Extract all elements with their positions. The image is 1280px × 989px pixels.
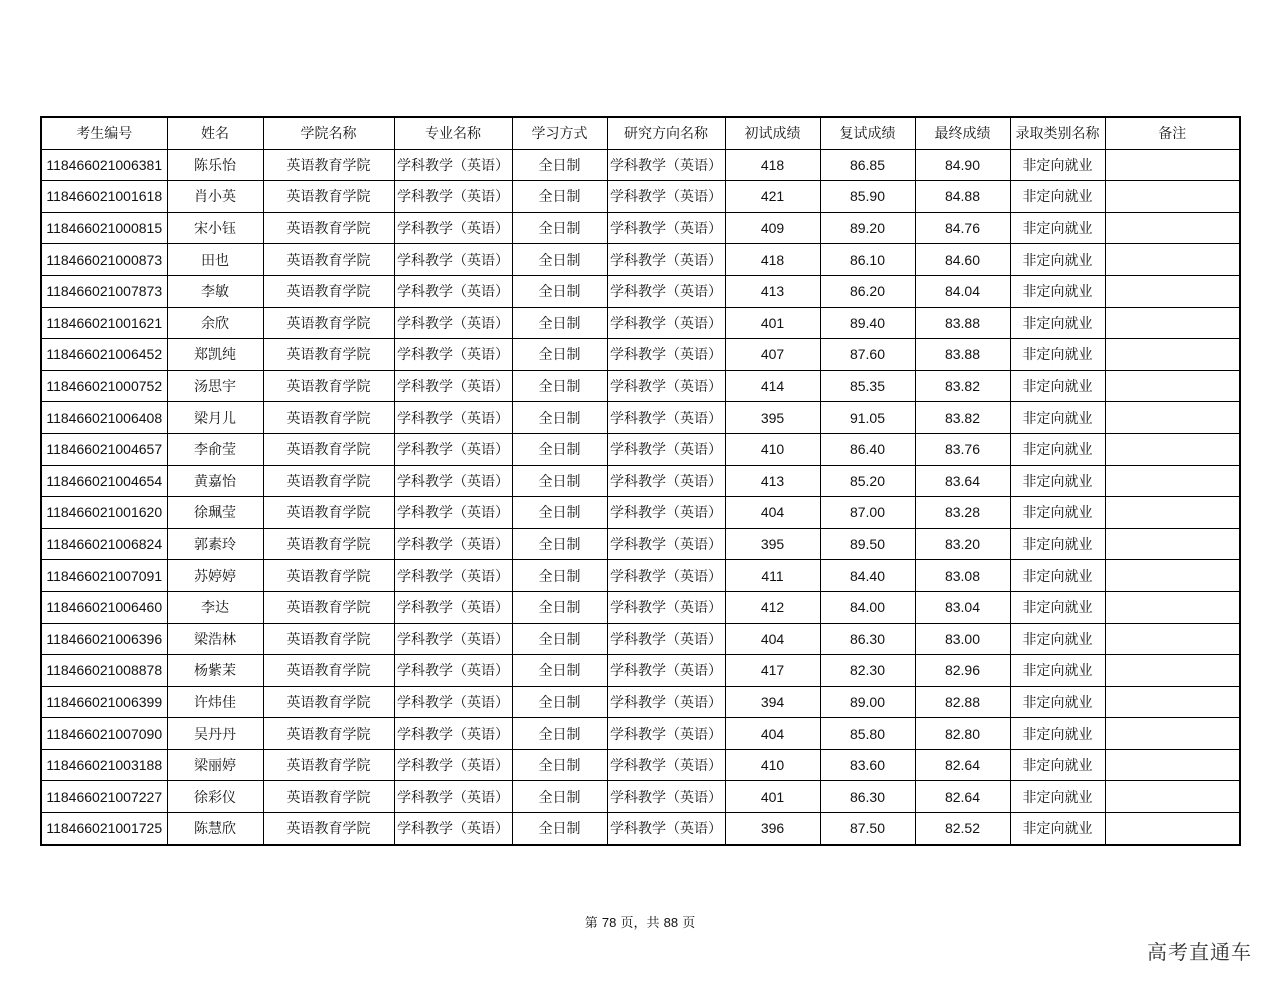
table-cell: 118466021001725 (41, 813, 167, 845)
table-cell: 汤思宇 (167, 370, 263, 402)
table-row (41, 244, 1240, 276)
table-cell: 非定向就业 (1010, 370, 1105, 402)
table-cell: 82.96 (915, 655, 1010, 687)
table-cell: 全日制 (512, 212, 607, 244)
table-cell (1105, 465, 1240, 497)
table-cell: 89.40 (820, 307, 915, 339)
table-cell: 学科教学（英语） (394, 749, 512, 781)
table-row (41, 275, 1240, 307)
table-row (41, 433, 1240, 465)
table-cell (1105, 244, 1240, 276)
table-cell: 学科教学（英语） (394, 370, 512, 402)
table-cell: 82.64 (915, 749, 1010, 781)
table-header-row (41, 117, 1240, 149)
table-cell (1105, 307, 1240, 339)
table-cell (1105, 718, 1240, 750)
table-cell: 118466021006452 (41, 339, 167, 371)
table-row (41, 212, 1240, 244)
column-header: 复试成绩 (820, 117, 915, 149)
table-cell (1105, 497, 1240, 529)
table-cell: 学科教学（英语） (394, 181, 512, 213)
table-cell: 83.60 (820, 749, 915, 781)
table-cell: 学科教学（英语） (394, 212, 512, 244)
table-cell: 86.30 (820, 781, 915, 813)
table-cell: 学科教学（英语） (607, 244, 725, 276)
column-header: 备注 (1105, 117, 1240, 149)
table-cell: 英语教育学院 (263, 686, 394, 718)
table-cell: 411 (725, 560, 820, 592)
table-cell: 学科教学（英语） (394, 528, 512, 560)
table-cell: 84.90 (915, 149, 1010, 181)
table-cell: 李俞莹 (167, 433, 263, 465)
table-cell: 吴丹丹 (167, 718, 263, 750)
column-header: 考生编号 (41, 117, 167, 149)
table-cell: 非定向就业 (1010, 275, 1105, 307)
table-cell: 非定向就业 (1010, 402, 1105, 434)
footer-suffix: 页 (682, 916, 696, 931)
table-cell: 非定向就业 (1010, 465, 1105, 497)
table-cell: 许炜佳 (167, 686, 263, 718)
table-cell: 余欣 (167, 307, 263, 339)
table-cell (1105, 686, 1240, 718)
table-row (41, 339, 1240, 371)
page-footer (0, 912, 1280, 931)
table-row (41, 718, 1240, 750)
table-cell: 英语教育学院 (263, 497, 394, 529)
table-cell (1105, 339, 1240, 371)
table-cell: 学科教学（英语） (607, 465, 725, 497)
table-cell: 学科教学（英语） (394, 339, 512, 371)
table-cell: 83.88 (915, 339, 1010, 371)
table-cell: 英语教育学院 (263, 149, 394, 181)
table-cell: 学科教学（英语） (394, 244, 512, 276)
table-cell: 118466021001620 (41, 497, 167, 529)
table-cell: 395 (725, 528, 820, 560)
table-cell: 89.50 (820, 528, 915, 560)
table-cell: 394 (725, 686, 820, 718)
watermark-text: 高考直通车 (1147, 940, 1252, 964)
table-cell: 84.40 (820, 560, 915, 592)
table-cell: 91.05 (820, 402, 915, 434)
table-cell: 学科教学（英语） (607, 275, 725, 307)
current-page-number: 78 (601, 915, 617, 930)
table-row (41, 149, 1240, 181)
table-cell (1105, 370, 1240, 402)
table-row (41, 655, 1240, 687)
table-cell: 全日制 (512, 749, 607, 781)
table-cell: 82.52 (915, 813, 1010, 845)
table-cell: 学科教学（英语） (394, 718, 512, 750)
column-header: 研究方向名称 (607, 117, 725, 149)
table-cell: 非定向就业 (1010, 591, 1105, 623)
table-body (41, 149, 1240, 845)
admission-table (40, 116, 1241, 846)
table-cell: 学科教学（英语） (394, 433, 512, 465)
column-header: 学习方式 (512, 117, 607, 149)
table-cell: 非定向就业 (1010, 307, 1105, 339)
table-cell: 84.60 (915, 244, 1010, 276)
table-cell: 学科教学（英语） (607, 433, 725, 465)
table-cell: 413 (725, 275, 820, 307)
table-row (41, 591, 1240, 623)
table-cell: 非定向就业 (1010, 560, 1105, 592)
table-cell (1105, 749, 1240, 781)
table-cell: 黄嘉怡 (167, 465, 263, 497)
table-cell: 英语教育学院 (263, 813, 394, 845)
table-cell: 学科教学（英语） (394, 655, 512, 687)
table-cell: 118466021006399 (41, 686, 167, 718)
table-row (41, 528, 1240, 560)
table-cell: 非定向就业 (1010, 181, 1105, 213)
table-cell: 83.88 (915, 307, 1010, 339)
table-cell: 学科教学（英语） (607, 212, 725, 244)
table-cell: 学科教学（英语） (394, 149, 512, 181)
table-cell: 118466021006824 (41, 528, 167, 560)
table-cell: 85.90 (820, 181, 915, 213)
table-cell: 417 (725, 655, 820, 687)
table-cell: 全日制 (512, 623, 607, 655)
table-cell: 118466021007090 (41, 718, 167, 750)
table-cell: 421 (725, 181, 820, 213)
table-row (41, 370, 1240, 402)
table-cell: 非定向就业 (1010, 149, 1105, 181)
table-cell: 全日制 (512, 465, 607, 497)
table-cell: 梁丽婷 (167, 749, 263, 781)
table-cell: 87.50 (820, 813, 915, 845)
table-cell: 陈乐怡 (167, 149, 263, 181)
table-cell: 宋小钰 (167, 212, 263, 244)
table-cell: 学科教学（英语） (394, 307, 512, 339)
table-cell (1105, 181, 1240, 213)
table-cell: 412 (725, 591, 820, 623)
table-cell: 梁浩林 (167, 623, 263, 655)
table-cell: 396 (725, 813, 820, 845)
table-cell: 86.30 (820, 623, 915, 655)
table-row (41, 813, 1240, 845)
table-cell: 非定向就业 (1010, 655, 1105, 687)
table-cell: 学科教学（英语） (607, 339, 725, 371)
table-cell: 徐珮莹 (167, 497, 263, 529)
table-cell: 梁月儿 (167, 402, 263, 434)
table-cell: 全日制 (512, 339, 607, 371)
table-cell: 118466021007091 (41, 560, 167, 592)
table-cell (1105, 149, 1240, 181)
table-cell: 82.64 (915, 781, 1010, 813)
table-cell: 非定向就业 (1010, 212, 1105, 244)
table-cell: 英语教育学院 (263, 465, 394, 497)
table-cell: 85.80 (820, 718, 915, 750)
table-cell: 苏婷婷 (167, 560, 263, 592)
table-cell: 118466021000815 (41, 212, 167, 244)
table-cell: 83.28 (915, 497, 1010, 529)
table-cell: 83.82 (915, 370, 1010, 402)
table-cell: 全日制 (512, 781, 607, 813)
table-row (41, 686, 1240, 718)
table-cell: 英语教育学院 (263, 781, 394, 813)
table-cell: 全日制 (512, 275, 607, 307)
table-cell: 英语教育学院 (263, 718, 394, 750)
column-header: 录取类别名称 (1010, 117, 1105, 149)
table-cell: 83.08 (915, 560, 1010, 592)
table-cell: 118466021006460 (41, 591, 167, 623)
table-cell: 非定向就业 (1010, 497, 1105, 529)
table-cell: 118466021007227 (41, 781, 167, 813)
table-cell: 418 (725, 149, 820, 181)
table-cell: 86.85 (820, 149, 915, 181)
table-cell: 85.20 (820, 465, 915, 497)
table-cell: 李达 (167, 591, 263, 623)
table-cell: 肖小英 (167, 181, 263, 213)
table-cell: 全日制 (512, 718, 607, 750)
table-cell: 学科教学（英语） (394, 560, 512, 592)
table-row (41, 749, 1240, 781)
table-row (41, 781, 1240, 813)
column-header: 学院名称 (263, 117, 394, 149)
table-cell: 84.00 (820, 591, 915, 623)
table-cell: 118466021004657 (41, 433, 167, 465)
table-cell: 郭素玲 (167, 528, 263, 560)
table-cell: 83.04 (915, 591, 1010, 623)
table-row (41, 623, 1240, 655)
table-cell: 84.04 (915, 275, 1010, 307)
table-cell: 全日制 (512, 591, 607, 623)
table-cell: 非定向就业 (1010, 749, 1105, 781)
table-cell: 英语教育学院 (263, 623, 394, 655)
table-cell: 401 (725, 781, 820, 813)
table-cell: 82.88 (915, 686, 1010, 718)
table-cell: 全日制 (512, 655, 607, 687)
table-cell: 学科教学（英语） (607, 307, 725, 339)
table-cell: 118466021007873 (41, 275, 167, 307)
table-cell: 英语教育学院 (263, 749, 394, 781)
table-cell: 418 (725, 244, 820, 276)
table-cell: 83.20 (915, 528, 1010, 560)
table-cell: 全日制 (512, 307, 607, 339)
table-cell (1105, 402, 1240, 434)
table-cell: 全日制 (512, 370, 607, 402)
table-cell: 85.35 (820, 370, 915, 402)
table-cell (1105, 433, 1240, 465)
table-cell: 87.00 (820, 497, 915, 529)
table-cell: 86.20 (820, 275, 915, 307)
table-cell: 学科教学（英语） (607, 655, 725, 687)
table-cell: 英语教育学院 (263, 528, 394, 560)
table-cell: 李敏 (167, 275, 263, 307)
table-cell: 83.76 (915, 433, 1010, 465)
table-cell: 非定向就业 (1010, 433, 1105, 465)
table-cell (1105, 813, 1240, 845)
table-cell (1105, 560, 1240, 592)
table-cell: 全日制 (512, 528, 607, 560)
table-cell: 全日制 (512, 244, 607, 276)
table-cell: 118466021000873 (41, 244, 167, 276)
table-cell: 118466021006408 (41, 402, 167, 434)
column-header: 最终成绩 (915, 117, 1010, 149)
table-cell: 非定向就业 (1010, 528, 1105, 560)
table-cell: 英语教育学院 (263, 307, 394, 339)
column-header: 专业名称 (394, 117, 512, 149)
table-cell: 英语教育学院 (263, 655, 394, 687)
table-cell: 非定向就业 (1010, 623, 1105, 655)
table-cell: 410 (725, 749, 820, 781)
table-cell: 118466021006381 (41, 149, 167, 181)
table-cell: 学科教学（英语） (607, 528, 725, 560)
table-cell: 非定向就业 (1010, 339, 1105, 371)
table-cell: 英语教育学院 (263, 433, 394, 465)
table-cell: 学科教学（英语） (394, 686, 512, 718)
table-cell: 杨紫茉 (167, 655, 263, 687)
table-cell: 395 (725, 402, 820, 434)
table-cell: 401 (725, 307, 820, 339)
table-cell: 118466021000752 (41, 370, 167, 402)
table-cell: 英语教育学院 (263, 275, 394, 307)
table-cell: 学科教学（英语） (607, 181, 725, 213)
table-cell: 118466021003188 (41, 749, 167, 781)
table-cell: 89.20 (820, 212, 915, 244)
footer-prefix: 第 (584, 916, 598, 931)
table-row (41, 560, 1240, 592)
table-cell: 学科教学（英语） (607, 149, 725, 181)
table-cell: 学科教学（英语） (394, 465, 512, 497)
table-cell: 86.10 (820, 244, 915, 276)
table-cell: 英语教育学院 (263, 181, 394, 213)
table-cell: 89.00 (820, 686, 915, 718)
table-cell: 英语教育学院 (263, 591, 394, 623)
table-cell: 英语教育学院 (263, 244, 394, 276)
table-cell: 118466021004654 (41, 465, 167, 497)
column-header: 姓名 (167, 117, 263, 149)
table-cell (1105, 591, 1240, 623)
table-cell: 84.88 (915, 181, 1010, 213)
table-cell: 404 (725, 623, 820, 655)
table-cell: 学科教学（英语） (394, 497, 512, 529)
table-cell: 田也 (167, 244, 263, 276)
table-cell: 非定向就业 (1010, 686, 1105, 718)
table-cell (1105, 655, 1240, 687)
table-cell: 学科教学（英语） (607, 560, 725, 592)
table-cell: 82.30 (820, 655, 915, 687)
table-cell: 87.60 (820, 339, 915, 371)
table-cell: 学科教学（英语） (607, 370, 725, 402)
table-cell: 学科教学（英语） (607, 623, 725, 655)
table-cell: 英语教育学院 (263, 370, 394, 402)
table-cell: 118466021001621 (41, 307, 167, 339)
table-cell: 英语教育学院 (263, 339, 394, 371)
table-cell (1105, 212, 1240, 244)
table-cell: 84.76 (915, 212, 1010, 244)
table-cell: 82.80 (915, 718, 1010, 750)
table-cell: 学科教学（英语） (607, 749, 725, 781)
total-page-number: 88 (663, 915, 679, 930)
table-cell: 404 (725, 718, 820, 750)
column-header: 初试成绩 (725, 117, 820, 149)
table-cell: 学科教学（英语） (394, 813, 512, 845)
table-cell: 118466021008878 (41, 655, 167, 687)
table-cell (1105, 781, 1240, 813)
table-cell: 全日制 (512, 402, 607, 434)
table-cell: 英语教育学院 (263, 560, 394, 592)
table-cell: 118466021001618 (41, 181, 167, 213)
table-cell: 学科教学（英语） (607, 686, 725, 718)
table-cell (1105, 528, 1240, 560)
table-cell: 83.82 (915, 402, 1010, 434)
table-cell: 414 (725, 370, 820, 402)
table-cell: 全日制 (512, 813, 607, 845)
table-cell: 全日制 (512, 181, 607, 213)
table-row (41, 181, 1240, 213)
footer-middle: 页，共 (620, 916, 660, 931)
table-cell: 英语教育学院 (263, 212, 394, 244)
table-cell: 83.64 (915, 465, 1010, 497)
table-cell: 郑凯纯 (167, 339, 263, 371)
table-cell: 118466021006396 (41, 623, 167, 655)
table-cell: 学科教学（英语） (607, 813, 725, 845)
table-cell: 学科教学（英语） (394, 275, 512, 307)
table-cell: 学科教学（英语） (607, 718, 725, 750)
table-row (41, 402, 1240, 434)
table-cell: 非定向就业 (1010, 718, 1105, 750)
table-cell (1105, 275, 1240, 307)
table-cell: 学科教学（英语） (394, 591, 512, 623)
table-cell: 非定向就业 (1010, 244, 1105, 276)
table-cell: 409 (725, 212, 820, 244)
table-cell: 非定向就业 (1010, 781, 1105, 813)
table-cell (1105, 623, 1240, 655)
table-cell: 407 (725, 339, 820, 371)
table-cell: 学科教学（英语） (607, 591, 725, 623)
table-row (41, 465, 1240, 497)
table-cell: 英语教育学院 (263, 402, 394, 434)
table-cell: 全日制 (512, 560, 607, 592)
table-cell: 86.40 (820, 433, 915, 465)
table-cell: 413 (725, 465, 820, 497)
table-cell: 学科教学（英语） (394, 402, 512, 434)
table-row (41, 307, 1240, 339)
table-cell: 404 (725, 497, 820, 529)
table-cell: 全日制 (512, 433, 607, 465)
table-cell: 非定向就业 (1010, 813, 1105, 845)
table-cell: 83.00 (915, 623, 1010, 655)
table-cell: 全日制 (512, 497, 607, 529)
table-cell: 410 (725, 433, 820, 465)
table-cell: 全日制 (512, 149, 607, 181)
table-cell: 陈慧欣 (167, 813, 263, 845)
table-row (41, 497, 1240, 529)
table-cell: 学科教学（英语） (394, 781, 512, 813)
table-cell: 学科教学（英语） (607, 402, 725, 434)
table-cell: 学科教学（英语） (607, 781, 725, 813)
table-cell: 全日制 (512, 686, 607, 718)
table-cell: 学科教学（英语） (394, 623, 512, 655)
table-cell: 学科教学（英语） (607, 497, 725, 529)
table-cell: 徐彩仪 (167, 781, 263, 813)
